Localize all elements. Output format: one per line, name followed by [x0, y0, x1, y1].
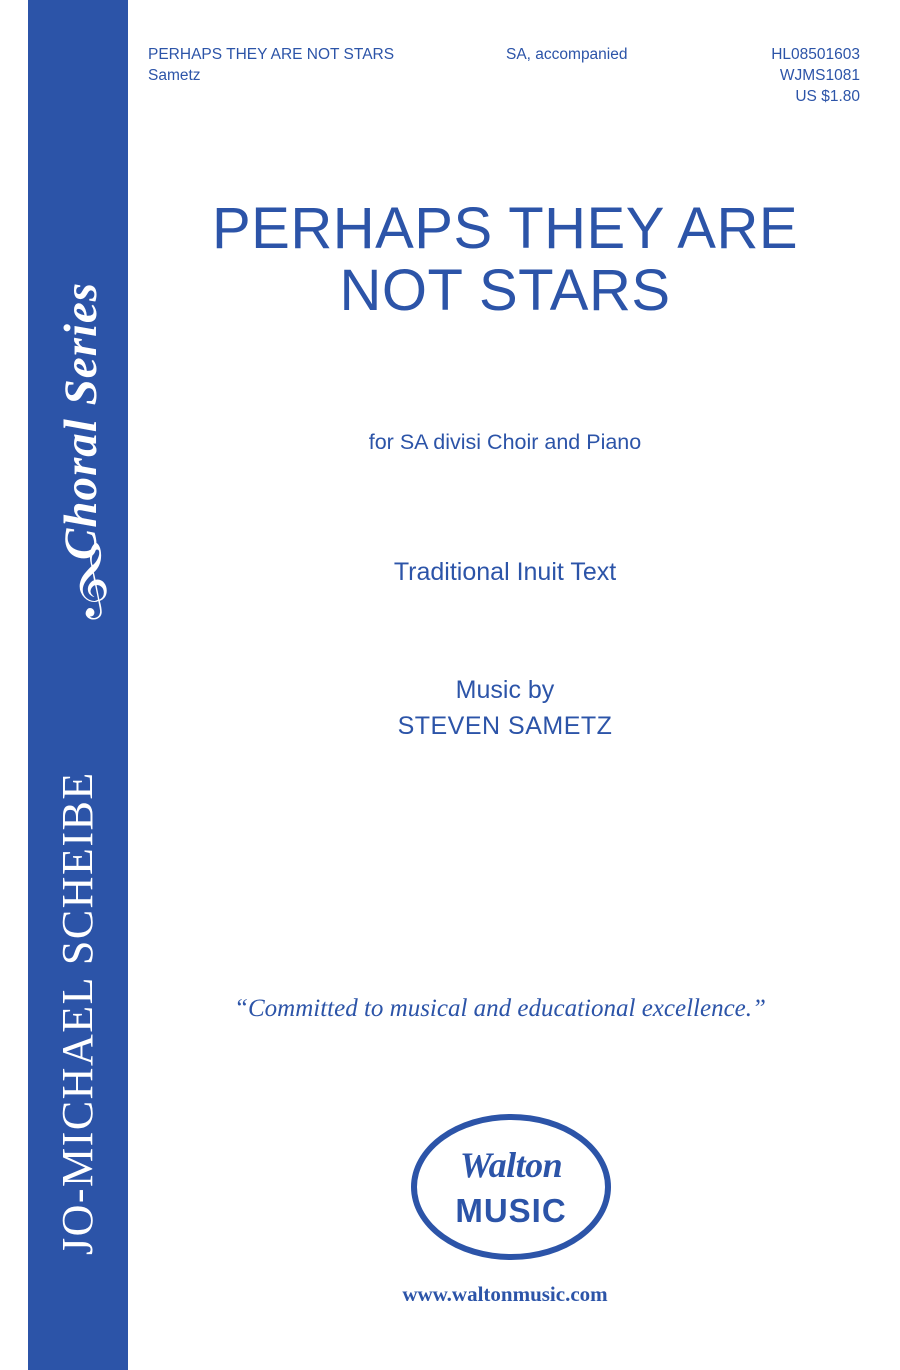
- header-hl-number: HL08501603: [771, 46, 860, 63]
- page-title: [150, 198, 860, 322]
- header-right: [771, 44, 860, 107]
- title-line-2: NOT STARS: [339, 258, 671, 323]
- publisher-website: www.waltonmusic.com: [402, 1282, 608, 1306]
- logo-ellipse-shape: [411, 1114, 611, 1260]
- header-title: PERHAPS THEY ARE NOT STARS: [148, 46, 395, 63]
- music-by-label: Music by: [455, 676, 555, 704]
- subtitle: for SA divisi Choir and Piano: [368, 430, 642, 454]
- text-source: Traditional Inuit Text: [393, 558, 617, 586]
- title-line-1: PERHAPS THEY ARE: [211, 196, 799, 261]
- spine-editor-name: JO-MICHAEL SCHEIBE: [53, 771, 102, 1255]
- spine-content: [28, 0, 128, 1370]
- header-composer: Sametz: [148, 67, 201, 84]
- header-catalog-number: WJMS1081: [779, 67, 860, 84]
- spine-series-label: Choral Series: [55, 281, 107, 560]
- header-price: US $1.80: [795, 88, 860, 105]
- header-left: [148, 44, 394, 86]
- walton-music-logo: [411, 1114, 611, 1260]
- logo-walton-text: Walton: [459, 1145, 563, 1185]
- publisher-tagline: “Committed to musical and educational excellence.”: [234, 995, 766, 1022]
- treble-clef-icon: 𝄞: [72, 543, 110, 617]
- logo-music-text: MUSIC: [455, 1192, 567, 1229]
- spine-panel: [28, 0, 128, 1370]
- composer-name: STEVEN SAMETZ: [397, 712, 613, 740]
- credits: [150, 672, 860, 744]
- header-voicing: SA, accompanied: [506, 46, 628, 63]
